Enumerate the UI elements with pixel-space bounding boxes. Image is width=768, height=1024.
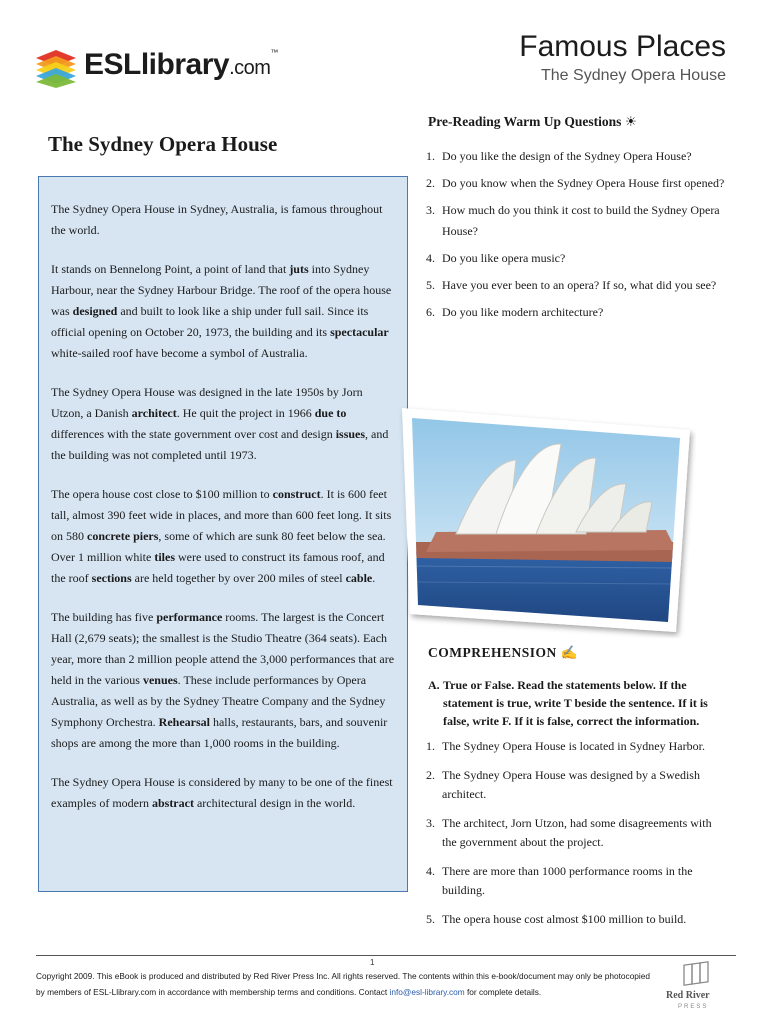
warmup-question-number: 5. <box>426 278 435 292</box>
book-stack-icon <box>34 44 78 88</box>
warmup-question-text: Have you ever been to an opera? If so, what did you see? <box>442 278 717 292</box>
opera-house-photo <box>396 402 696 638</box>
instruction-text: True or False. Read the statements below. If the statement is true, write T beside the sentence. If it is false, write F. If it is false, correct the information. <box>443 678 708 728</box>
article-text: The building has five <box>51 610 157 624</box>
article-text: It stands on Bennelong Point, a point of land that <box>51 262 290 276</box>
publisher-sub: PRESS <box>678 1004 709 1010</box>
article-text: . These include performances by Opera Australia, as well as by the Sydney Theatre Company and the Sydney Symphony Orchestra. <box>51 673 386 729</box>
vocab-word: cable <box>345 571 373 585</box>
warmup-question <box>426 302 726 323</box>
article-text: The Sydney Opera House in Sydney, Australia, is famous throughout the world. <box>51 202 383 237</box>
warmup-question <box>426 275 726 296</box>
comprehension-instruction <box>428 676 728 730</box>
vocab-word: spectacular <box>330 325 389 339</box>
warmup-question-text: Do you like opera music? <box>442 251 566 265</box>
article-paragraph <box>51 259 395 364</box>
warmup-heading: Pre-Reading Warm Up Questions ☀ <box>428 114 637 129</box>
warmup-question-text: How much do you think it cost to build the Sydney Opera House? <box>442 203 720 238</box>
copyright-notice: Copyright 2009. This eBook is produced and distributed by Red River Press Inc. All rights reserved. The contents within this e-book/document may only be photocopied by members of ESL-Llibrary.com in accordance with membership terms and conditions. Contact info@esl-library.com for complete details. <box>36 971 650 997</box>
warmup-question-number: 6. <box>426 305 435 319</box>
comprehension-statement-number: 2. <box>426 768 435 782</box>
article-text: architectural design in the world. <box>193 796 356 810</box>
article-text: . It is 600 feet tall, almost 390 feet wide in places, and more than 600 feet long. It sits on 580 <box>51 487 392 543</box>
article-text: and built to look like a ship under full sail. Since its official opening on October 20, 1973, the building and its <box>51 304 369 339</box>
article-text: . <box>372 571 376 585</box>
article-text: differences with the state government over cost and design <box>51 427 336 441</box>
comprehension-statement-text: There are more than 1000 performance rooms in the building. <box>442 864 693 897</box>
comprehension-statement-text: The architect, Jorn Utzon, had some disagreements with the government about the project. <box>442 816 712 849</box>
warmup-question <box>426 200 726 242</box>
warmup-question-text: Do you know when the Sydney Opera House first opened? <box>442 176 725 190</box>
warmup-question <box>426 146 726 167</box>
vocab-word: Rehearsal <box>158 715 210 729</box>
article-paragraph <box>51 607 395 754</box>
vocab-word: concrete piers <box>87 529 159 543</box>
article-text: The Sydney Opera House is considered by many to be one of the finest examples of modern <box>51 775 393 810</box>
comprehension-statement-number: 4. <box>426 864 435 878</box>
article-text: white-sailed roof have become a symbol of Australia. <box>51 346 308 360</box>
esl-library-logo <box>34 44 278 92</box>
article-text: halls, restaurants, bars, and souvenir shops are among the more than 1,000 rooms in the building. <box>51 715 388 750</box>
vocab-word: issues <box>335 427 366 441</box>
vocab-word: sections <box>91 571 132 585</box>
warmup-questions <box>426 146 726 329</box>
article-text: . He quit the project in 1966 <box>176 406 315 420</box>
vocab-word: designed <box>72 304 118 318</box>
article-text: , and the building was not completed until 1973. <box>51 427 389 462</box>
article-text: rooms. The largest is the Concert Hall (2,679 seats); the smallest is the Studio Theatre (364 seats). Each year, more than 2 million people attend the 3,000 performances that are held in the various <box>51 610 395 687</box>
article-text: into Sydney Harbour, near the Sydney Harbour Bridge. The roof of the opera house was <box>51 262 392 318</box>
article-text: , some of which are sunk 80 feet below the sea. Over 1 million white <box>51 529 386 564</box>
article-box <box>38 176 408 892</box>
contact-email-link[interactable]: info@esl-library.com <box>389 987 465 997</box>
warmup-question-text: Do you like modern architecture? <box>442 305 604 319</box>
comprehension-statement-number: 1. <box>426 739 435 753</box>
comprehension-statement <box>426 737 726 756</box>
vocab-word: due to <box>314 406 347 420</box>
vocab-word: juts <box>289 262 309 276</box>
comprehension-statement-number: 5. <box>426 912 435 926</box>
article-paragraph <box>51 382 395 466</box>
comprehension-statement-number: 3. <box>426 816 435 830</box>
warmup-question-number: 1. <box>426 149 435 163</box>
comprehension-statement-text: The opera house cost almost $100 million to build. <box>442 912 687 926</box>
article-text: are held together by over 200 miles of steel <box>131 571 346 585</box>
logo-wordmark: ESLlibrary.com™ <box>84 48 278 81</box>
article-paragraph <box>51 199 395 241</box>
comprehension-statement <box>426 814 726 852</box>
vocab-word: architect <box>131 406 177 420</box>
warmup-question <box>426 173 726 194</box>
warmup-question-number: 4. <box>426 251 435 265</box>
page-number: 1 <box>370 958 375 967</box>
instruction-label: A. <box>428 678 440 692</box>
warmup-question-number: 3. <box>426 203 435 217</box>
vocab-word: abstract <box>151 796 194 810</box>
vocab-word: construct <box>272 487 321 501</box>
comprehension-statement <box>426 766 726 804</box>
header-title: Famous Places <box>519 30 726 63</box>
comprehension-statement <box>426 862 726 900</box>
article-title: The Sydney Opera House <box>48 132 278 156</box>
warmup-question <box>426 248 726 269</box>
header-subtitle: The Sydney Opera House <box>541 67 726 84</box>
article-text: The Sydney Opera House was designed in the late 1950s by Jorn Utzon, a Danish <box>51 385 363 420</box>
article-paragraph <box>51 484 395 589</box>
warmup-question-number: 2. <box>426 176 435 190</box>
comprehension-statement <box>426 910 726 929</box>
comprehension-heading: COMPREHENSION ✍ <box>428 645 578 660</box>
article-text: were used to construct its famous roof, and the roof <box>51 550 385 585</box>
comprehension-statements <box>426 737 726 939</box>
article-text: The opera house cost close to $100 million to <box>51 487 273 501</box>
vocab-word: venues <box>142 673 178 687</box>
comprehension-statement-text: The Sydney Opera House was designed by a Swedish architect. <box>442 768 700 801</box>
vocab-word: tiles <box>154 550 175 564</box>
warmup-question-text: Do you like the design of the Sydney Opera House? <box>442 149 692 163</box>
article-paragraph <box>51 772 395 814</box>
footer-divider <box>36 955 736 956</box>
comprehension-statement-text: The Sydney Opera House is located in Sydney Harbor. <box>442 739 705 753</box>
publisher-name: Red River <box>666 990 710 1001</box>
vocab-word: performance <box>156 610 223 624</box>
